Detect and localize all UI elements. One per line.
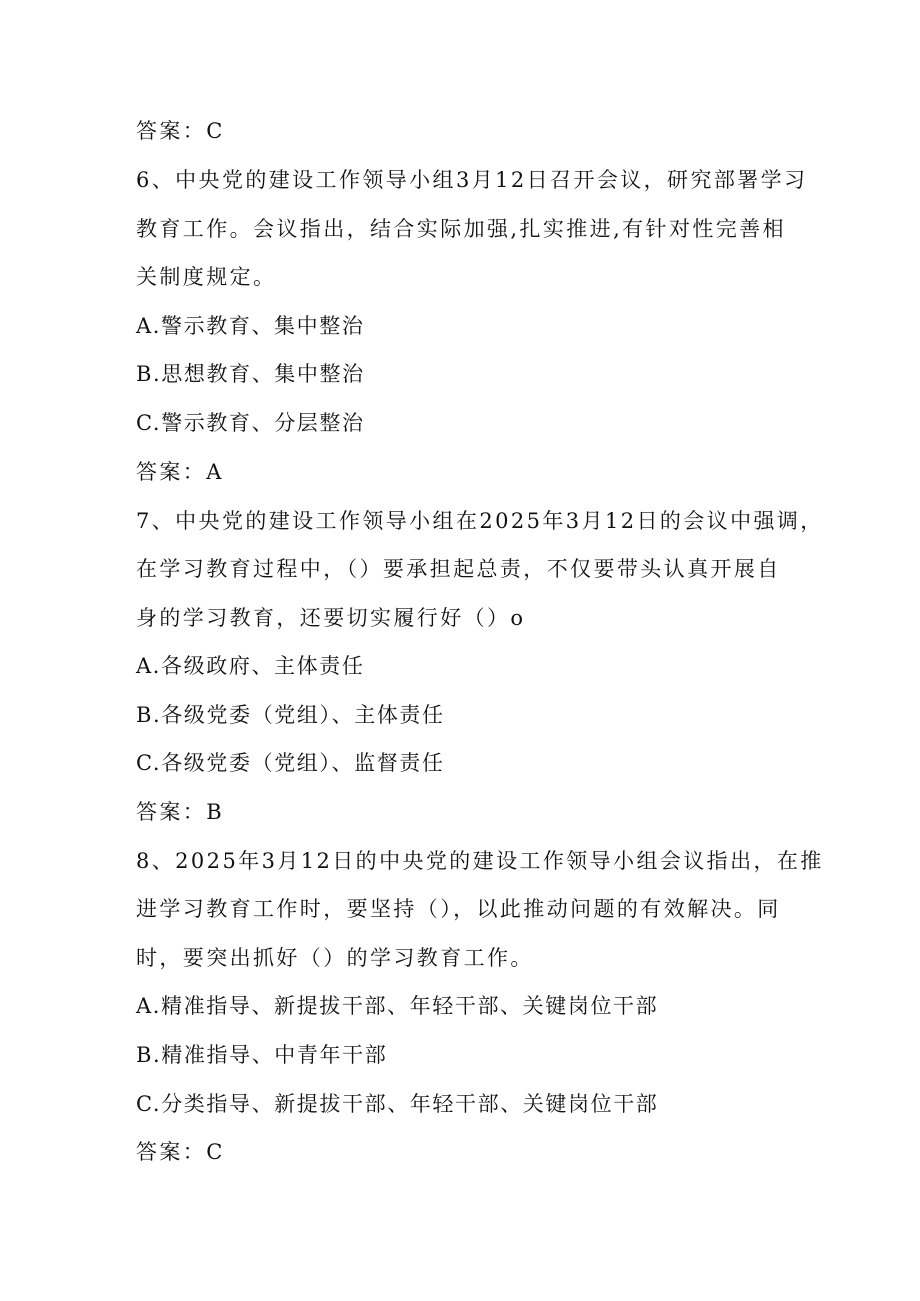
question-6-line-2: 教育工作。会议指出，结合实际加强,扎实推进,有针对性完善相 xyxy=(136,217,786,241)
question-8-line-2: 进学习教育工作时，要坚持（），以此推动问题的有效解决。同 xyxy=(136,897,781,921)
question-8-answer: 答案：C xyxy=(136,1140,225,1164)
question-7-option-c: C.各级党委（党组）、监督责任 xyxy=(136,751,445,775)
question-8-option-a: A.精准指导、新提拔干部、年轻干部、关键岗位干部 xyxy=(136,994,659,1018)
question-6-line-3: 关制度规定。 xyxy=(136,265,277,289)
question-7-line-3: 身的学习教育，还要切实履行好（）o xyxy=(136,606,526,630)
question-8-line-3: 时，要突出抓好（）的学习教育工作。 xyxy=(136,946,534,970)
question-7-option-b: B.各级党委（党组）、主体责任 xyxy=(136,703,445,727)
question-7-option-a: A.各级政府、主体责任 xyxy=(136,654,365,678)
question-7-line-1: 7、中央党的建设工作领导小组在2025年3月12日的会议中强调， xyxy=(136,509,824,533)
question-6-option-b: B.思想教育、集中整治 xyxy=(136,362,365,386)
question-7-answer: 答案：B xyxy=(136,800,225,824)
question-7-line-2: 在学习教育过程中，（）要承担起总责，不仅要带头认真开展自 xyxy=(136,557,781,581)
question-8-option-b: B.精准指导、中青年干部 xyxy=(136,1043,388,1067)
question-6-option-c: C.警示教育、分层整治 xyxy=(136,411,365,435)
question-6-line-1: 6、中央党的建设工作领导小组3月12日召开会议，研究部署学习 xyxy=(136,168,808,192)
question-6-answer: 答案：A xyxy=(136,460,224,484)
question-8-line-1: 8、2025年3月12日的中央党的建设工作领导小组会议指出，在推 xyxy=(136,849,824,873)
question-6-option-a: A.警示教育、集中整治 xyxy=(136,314,365,338)
answer-line: 答案：C xyxy=(136,119,225,143)
question-8-option-c: C.分类指导、新提拔干部、年轻干部、关键岗位干部 xyxy=(136,1092,659,1116)
